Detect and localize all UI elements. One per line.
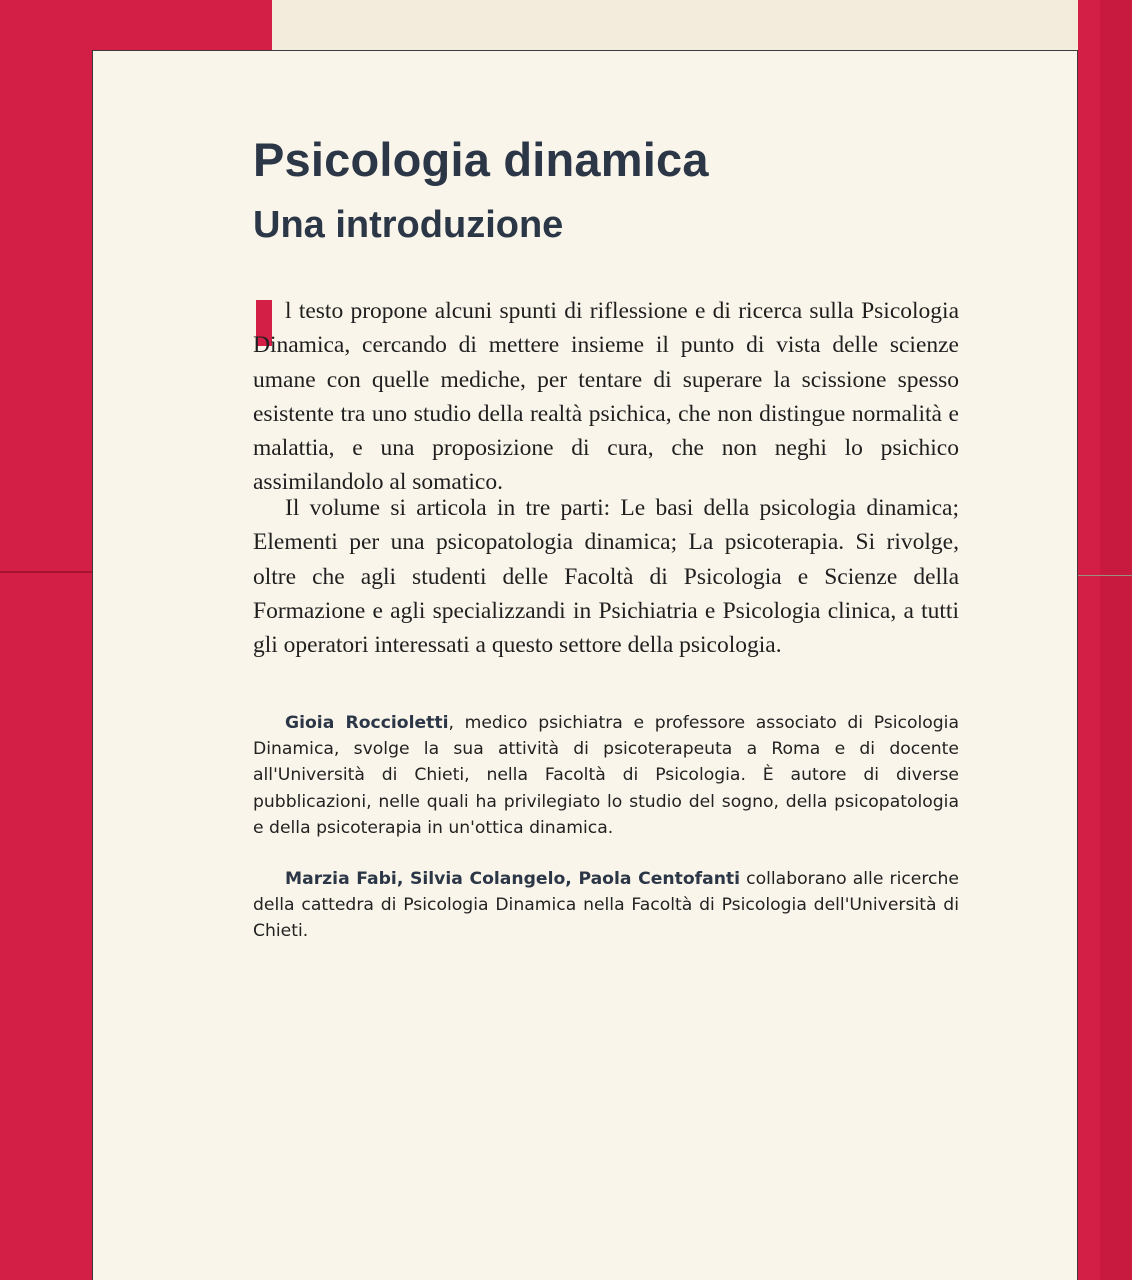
collaborator-name: Silvia Colangelo [409,869,566,889]
red-border-top [0,0,272,50]
collaborator-name: Paola Centofanti [578,869,741,889]
name-separator: , [565,869,579,889]
back-cover-panel [92,50,1078,1280]
author-bio-text: , medico psichiatra e professore associato di Psicologia Dinamica, svolge la sua attività di psicoterapeuta a Roma e di docente all'Università di Chieti, nella Facoltà di Psicologia. È autore di diverse pubblicazioni, nelle quali ha privilegiato lo studio del sogno, della psicopatologia e della psicoterapia in un'ottica dinamica. [253,713,959,838]
red-border-left [0,0,92,1280]
author-name: Gioia Roccioletti [285,713,449,733]
fold-line-left [0,571,92,573]
name-separator: , [396,869,410,889]
blurb-paragraph-2: Il volume si articola in tre parti: Le basi della psicologia dinamica; Elementi per una psicopatologia dinamica; La psicoterapia. Si rivolge, oltre che agli studenti delle Facoltà di Psicologia e Scienze della Formazione e agli specializzandi in Psichiatria e Psicologia clinica, a tutti gli operatori interessati a questo settore della psicologia. [253,495,959,659]
blurb-paragraph-1: l testo propone alcuni spunti di riflessione e di ricerca sulla Psicologia Dinamica, cercando di mettere insieme il punto di vista delle scienze umane con quelle mediche, per tentare di superare la scissione spesso esistente tra uno studio della realtà psichica, che non distingue normalità e malattia, e una proposizione di cura, che non neghi lo psichico assimilandolo al somatico. [253,298,959,496]
book-title: Psicologia dinamica [253,133,709,186]
collaborator-name: Marzia Fabi [285,869,397,889]
collaborators-bio-text: collaborano alle ricerche della cattedra di Psicologia Dinamica nella Facoltà di Psicologia dell'Università di Chieti. [253,869,959,942]
book-subtitle: Una introduzione [253,204,564,246]
collaborators-bio [253,866,959,945]
red-spine-edge [1100,0,1132,1280]
author-bio-roccioletti [253,710,959,841]
